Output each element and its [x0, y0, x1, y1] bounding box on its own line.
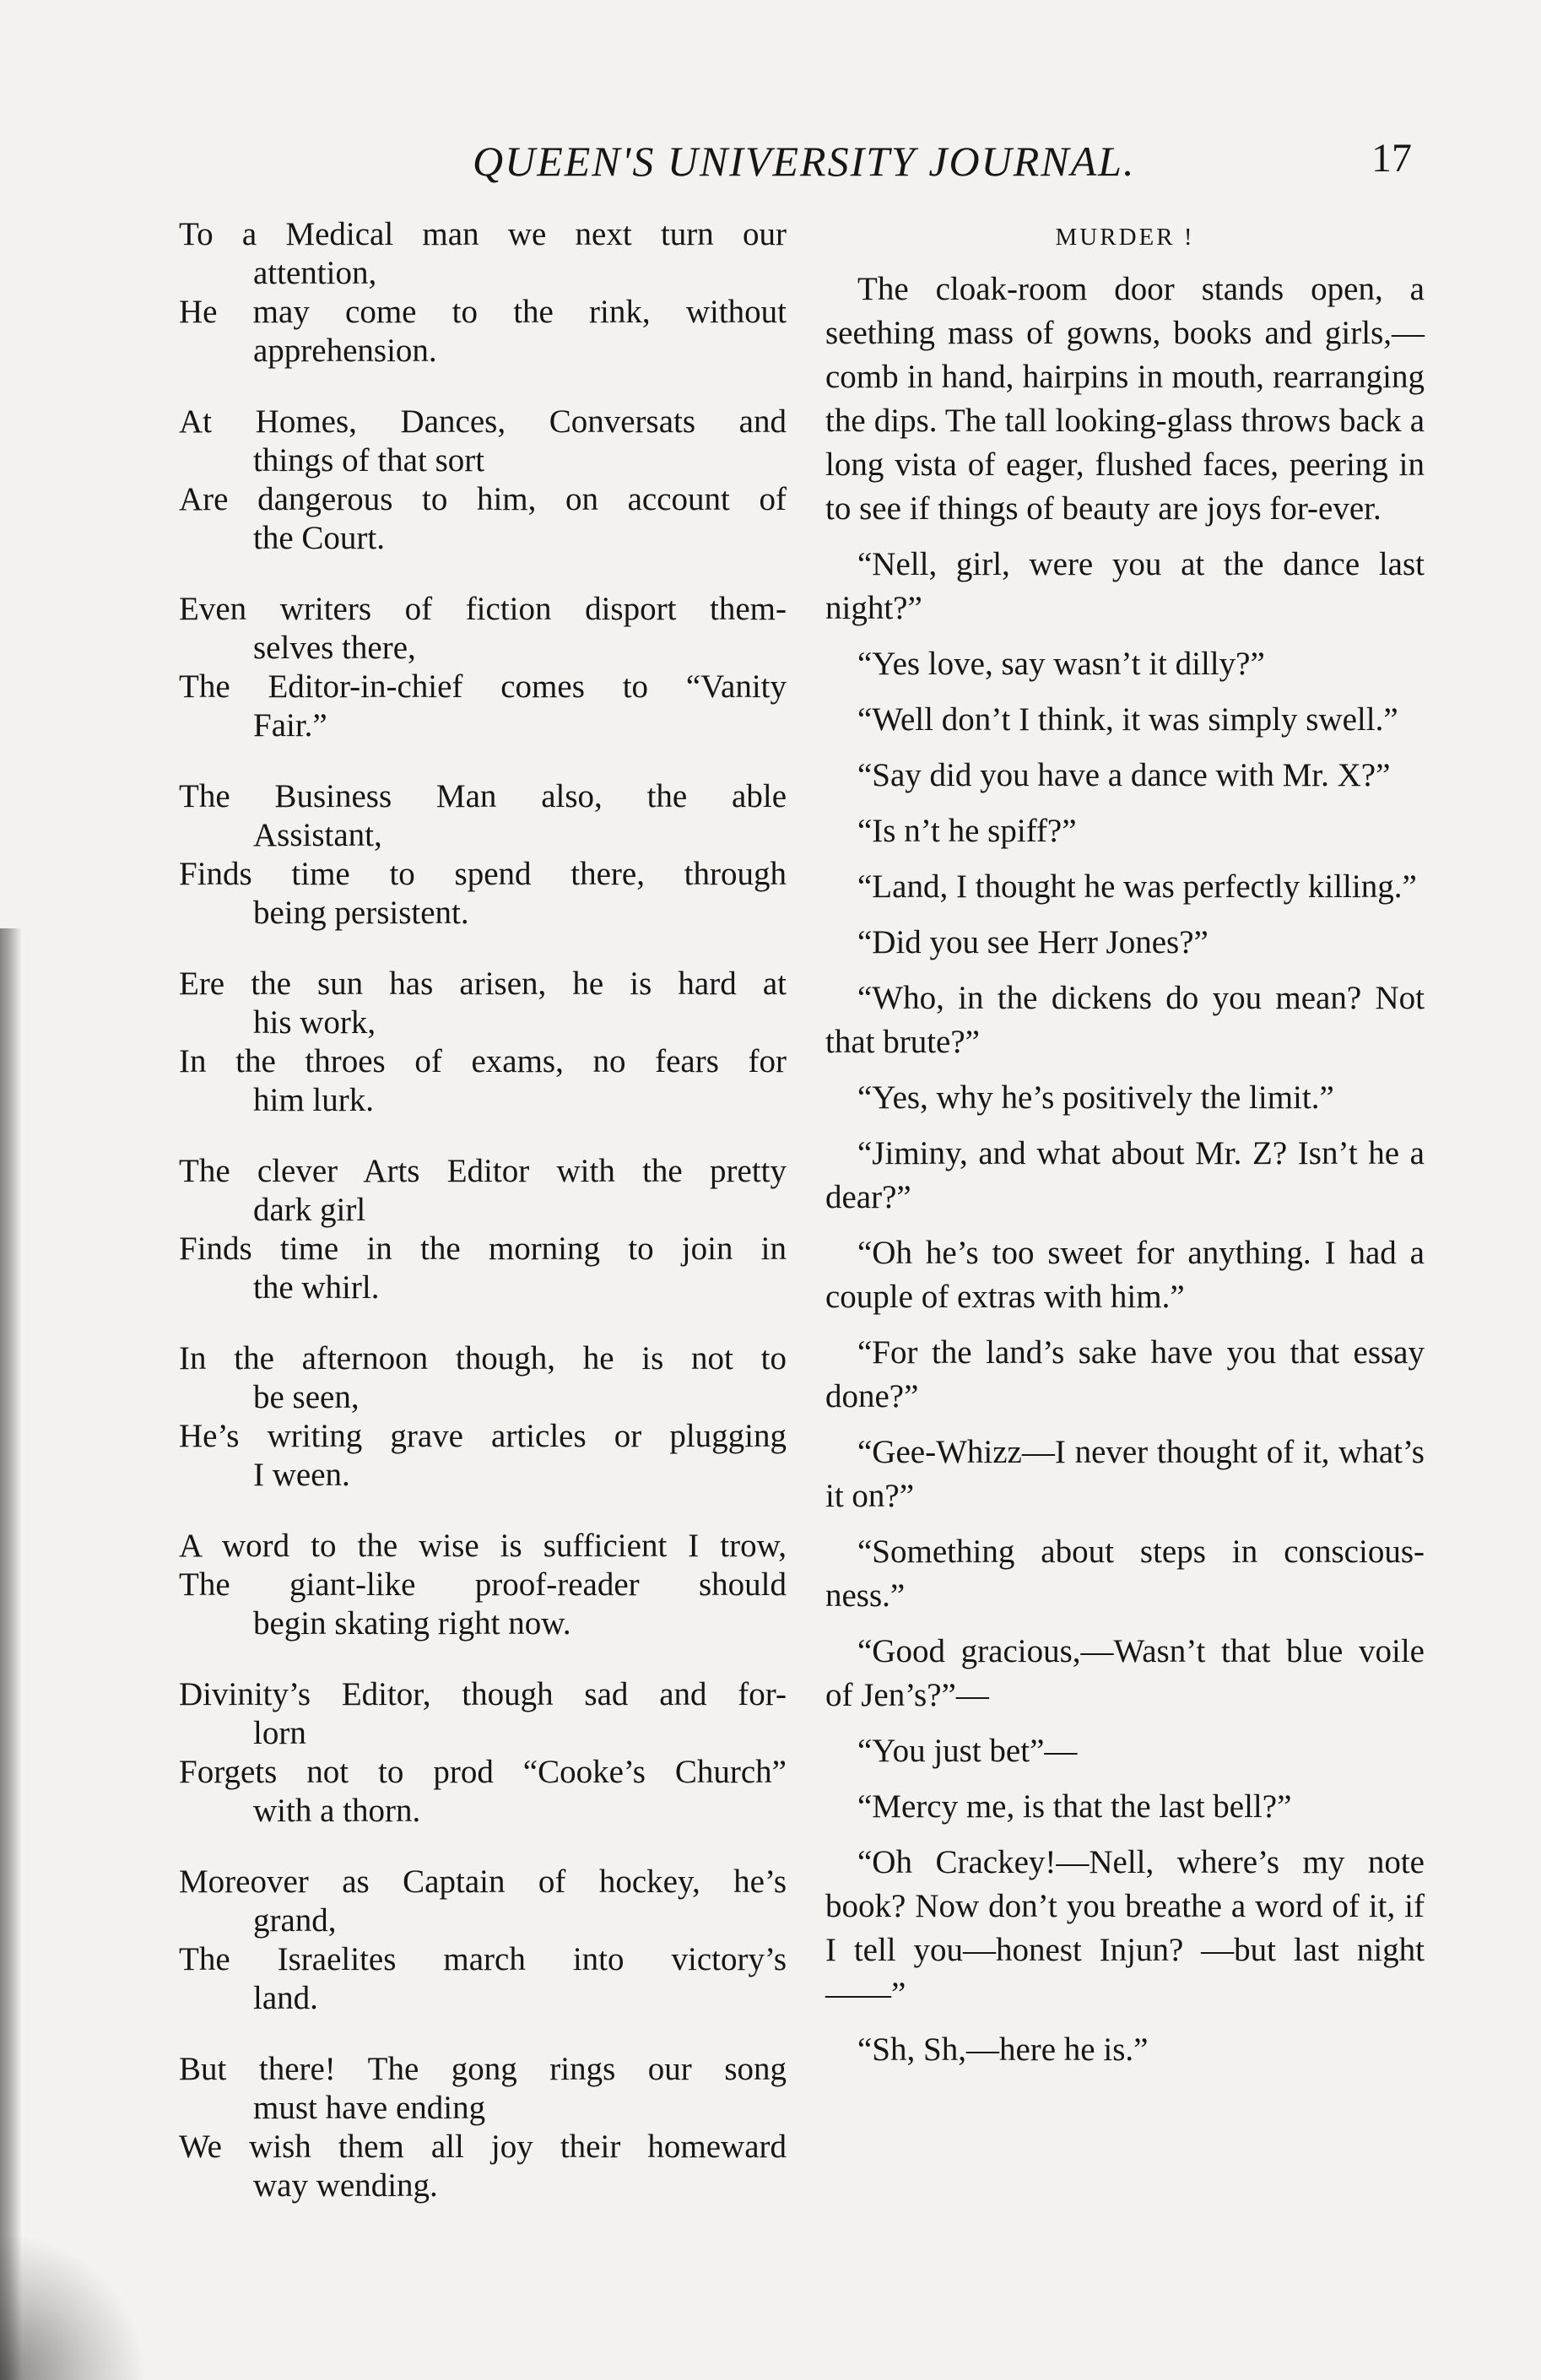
poem-line: him lurk.: [253, 1082, 374, 1118]
poem-line: way wending.: [253, 2167, 438, 2204]
dialogue-paragraph: “Land, I thought he was perfectly killing.”: [857, 868, 1417, 905]
dialogue-paragraph: “For the land’s sake have you that essay done?”: [825, 1334, 1425, 1414]
scan-binding-shadow: [0, 928, 22, 2380]
poem-line: Are dangerous to him, on account of: [179, 481, 787, 517]
poem-line: apprehension.: [253, 333, 437, 369]
poem-line: The Israelites march into victory’s: [179, 1941, 787, 1977]
murder-column: [825, 215, 1425, 2084]
dialogue-paragraph: “Well don’t I think, it was simply swell.”: [857, 701, 1398, 738]
dialogue-paragraph: “Mercy me, is that the last bell?”: [857, 1788, 1292, 1825]
poem-line: We wish them all joy their homeward: [179, 2128, 787, 2165]
dialogue-paragraph: “Is n’t he spiff?”: [857, 813, 1077, 849]
poem-line: Fair.”: [253, 707, 327, 744]
poem-line: grand,: [253, 1902, 337, 1939]
poem-line: attention,: [253, 255, 377, 291]
scan-corner-shadow: [0, 2237, 143, 2380]
poem-line: A word to the wise is sufficient I trow,: [179, 1528, 787, 1564]
poem-line: He’s writing grave articles or plugging: [179, 1418, 787, 1454]
dialogue-paragraph: “Oh Crackey!—Nell, where’s my note book? Now don’t you breathe a word of it, if I tell you—honest Injun? —but last night——”: [825, 1844, 1425, 2012]
poem-line: Divinity’s Editor, though sad and for-: [179, 1676, 787, 1712]
dialogue-paragraph: “Gee-Whizz—I never thought of it, what’s it on?”: [825, 1434, 1425, 1514]
dialogue-paragraph: “Nell, girl, were you at the dance last night?”: [825, 546, 1425, 626]
poem-line: In the throes of exams, no fears for: [179, 1043, 787, 1079]
poem-stanza: [179, 1527, 787, 1643]
poem-line: But there! The gong rings our song: [179, 2051, 787, 2087]
running-title: QUEEN'S UNIVERSITY JOURNAL.: [473, 138, 1136, 185]
poem-line: selves there,: [253, 630, 416, 666]
poem-stanza: [179, 1675, 787, 1831]
poem-stanza: [179, 2050, 787, 2205]
poem-line: At Homes, Dances, Conversats and: [179, 403, 787, 440]
poem-stanza: [179, 215, 787, 371]
poem-line: Finds time in the morning to join in: [179, 1231, 787, 1267]
poem-stanza: [179, 1863, 787, 2018]
poem-stanza: [179, 777, 787, 933]
poem-line: his work,: [253, 1004, 376, 1041]
dialogue-paragraph: “Yes love, say wasn’t it dilly?”: [857, 646, 1265, 682]
dialogue-paragraph: “Jiminy, and what about Mr. Z? Isn’t he a dear?”: [825, 1135, 1425, 1215]
poem-stanza: [179, 590, 787, 745]
poem-stanza: [179, 1152, 787, 1307]
poem-line: The giant-like proof-reader should: [179, 1566, 787, 1603]
dialogue-paragraph: “Something about steps in conscious-ness.”: [825, 1533, 1425, 1614]
poem-line: I ween.: [253, 1457, 350, 1493]
dialogue-paragraph: “Say did you have a dance with Mr. X?”: [857, 757, 1391, 793]
poem-line: being persistent.: [253, 895, 469, 931]
poem-line: dark girl: [253, 1192, 366, 1228]
poem-line: To a Medical man we next turn our: [179, 216, 787, 252]
page-header: [0, 127, 1541, 194]
poem-line: Assistant,: [253, 817, 382, 853]
poem-line: begin skating right now.: [253, 1605, 571, 1642]
poem-line: Moreover as Captain of hockey, he’s: [179, 1863, 787, 1900]
poem-line: Ere the sun has arisen, he is hard at: [179, 966, 787, 1002]
page-number: 17: [1371, 136, 1412, 181]
poem-line: the whirl.: [253, 1269, 380, 1306]
poem-line: land.: [253, 1980, 318, 2016]
poem-line: He may come to the rink, without: [179, 294, 787, 330]
poem-line: be seen,: [253, 1379, 360, 1415]
poem-line: must have ending: [253, 2090, 486, 2126]
dialogue-paragraph: “Sh, Sh,—here he is.”: [857, 2031, 1149, 2068]
poem-line: The clever Arts Editor with the pretty: [179, 1153, 787, 1189]
poem-line: Finds time to spend there, through: [179, 856, 787, 892]
poem-stanza: [179, 403, 787, 558]
poem-stanza: [179, 1339, 787, 1495]
poem-line: Forgets not to prod “Cooke’s Church”: [179, 1754, 787, 1790]
dialogue-paragraph: “Did you see Herr Jones?”: [857, 924, 1208, 960]
poem-line: lorn: [253, 1715, 306, 1751]
dialogue-paragraph: “Oh he’s too sweet for anything. I had a couple of extras with him.”: [825, 1235, 1425, 1315]
poem-line: The Editor-in-chief comes to “Vanity: [179, 668, 787, 705]
dialogue-paragraph: “Yes, why he’s positively the limit.”: [857, 1079, 1334, 1116]
dialogue-paragraph: “Good gracious,—Wasn’t that blue voile of Jen’s?”—: [825, 1633, 1425, 1713]
poem-line: Even writers of fiction disport them-: [179, 591, 787, 627]
poem-line: In the afternoon though, he is not to: [179, 1340, 787, 1377]
dialogue-paragraphs: [825, 268, 1425, 2072]
poem-line: the Court.: [253, 520, 385, 556]
dialogue-paragraph: The cloak-room door stands open, a seething mass of gowns, books and girls,—comb in hand, hairpins in mouth, rearranging the dips. The tall looking-glass throws back a long vista of eager, flushed faces, peering in to see if things of beauty are joys for-ever.: [825, 271, 1425, 527]
dialogue-paragraph: “You just bet”—: [857, 1733, 1078, 1769]
poem-line: The Business Man also, the able: [179, 778, 787, 814]
poem-line: things of that sort: [253, 442, 485, 479]
poem-column: [179, 215, 787, 2237]
poem-line: with a thorn.: [253, 1793, 421, 1829]
dialogue-paragraph: “Who, in the dickens do you mean? Not that brute?”: [825, 980, 1425, 1060]
section-title: MURDER !: [1055, 224, 1195, 251]
poem-stanza: [179, 965, 787, 1120]
